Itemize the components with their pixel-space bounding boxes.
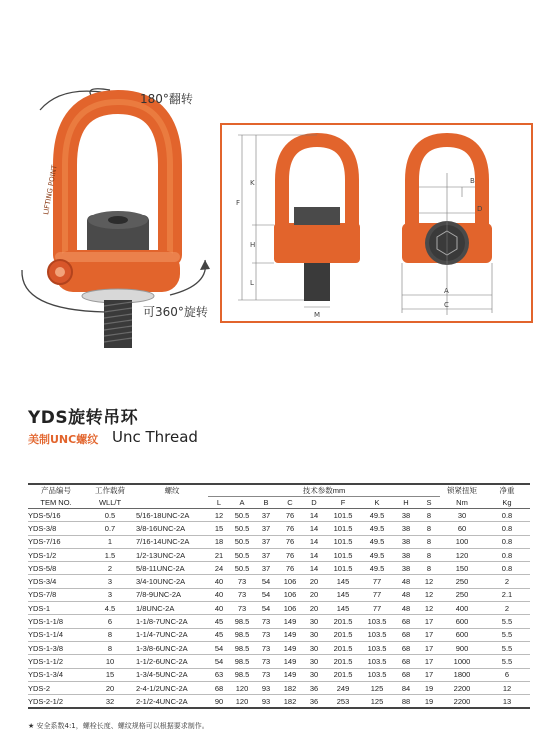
table-cell: 8 — [418, 535, 440, 548]
table-cell: 2-4-1/2UNC-2A — [136, 681, 208, 694]
table-cell: 149 — [278, 641, 302, 654]
table-cell: 14 — [302, 562, 326, 575]
table-cell: YDS-1-1/8 — [28, 615, 84, 628]
table-cell: 40 — [208, 588, 230, 601]
table-row — [28, 602, 530, 615]
table-cell: 15 — [84, 668, 136, 681]
table-cell: 5/8-11UNC-2A — [136, 562, 208, 575]
table-cell: 250 — [440, 588, 484, 601]
table-cell: 45 — [208, 615, 230, 628]
table-cell: 149 — [278, 668, 302, 681]
table-cell: 10 — [84, 655, 136, 668]
header-units-row — [28, 497, 530, 509]
table-cell: 0.8 — [484, 548, 530, 561]
header-unit-cell: B — [254, 497, 278, 509]
table-cell: 250 — [440, 575, 484, 588]
spec-table — [28, 483, 530, 709]
header-unit-cell: TEM NO. — [28, 497, 84, 509]
table-cell: 120 — [230, 681, 254, 694]
dim-label-c: C — [444, 301, 449, 309]
table-cell: 101.5 — [326, 562, 360, 575]
table-cell: 253 — [326, 695, 360, 709]
table-cell: 73 — [254, 668, 278, 681]
table-cell: 3/8-16UNC-2A — [136, 522, 208, 535]
table-cell: 54 — [208, 655, 230, 668]
table-cell: 600 — [440, 615, 484, 628]
table-cell: 1/8UNC-2A — [136, 602, 208, 615]
table-row — [28, 668, 530, 681]
table-cell: 73 — [230, 602, 254, 615]
table-cell: 5.5 — [484, 615, 530, 628]
table-cell: 150 — [440, 562, 484, 575]
header-unit-cell: H — [394, 497, 418, 509]
table-cell: 201.5 — [326, 655, 360, 668]
table-cell: 5.5 — [484, 641, 530, 654]
table-cell: 125 — [360, 681, 394, 694]
table-cell: 8 — [418, 548, 440, 561]
table-cell: 7/16-14UNC-2A — [136, 535, 208, 548]
table-cell: 76 — [278, 509, 302, 522]
subtitle-cn: 美制UNC螺纹 — [28, 433, 99, 446]
col-torque: 锁紧扭矩 — [440, 484, 484, 497]
table-cell: 30 — [440, 509, 484, 522]
table-cell: 14 — [302, 548, 326, 561]
table-cell: 19 — [418, 681, 440, 694]
table-row — [28, 615, 530, 628]
table-cell: YDS-2 — [28, 681, 84, 694]
table-cell: 145 — [326, 575, 360, 588]
table-cell: 2200 — [440, 695, 484, 709]
header-unit-cell: K — [360, 497, 394, 509]
table-cell: 73 — [230, 575, 254, 588]
table-cell: 37 — [254, 522, 278, 535]
table-cell: 37 — [254, 535, 278, 548]
footnote: ★ 安全系数4:1，螺栓长度、螺纹规格可以根据要求制作。 — [28, 722, 209, 730]
table-cell: 77 — [360, 575, 394, 588]
table-cell: 12 — [418, 602, 440, 615]
table-cell: 50.5 — [230, 548, 254, 561]
product-engraving: LIFTING POINT — [42, 164, 59, 216]
dim-label-b: B — [470, 177, 475, 185]
table-cell: 120 — [230, 695, 254, 709]
header-unit-cell: F — [326, 497, 360, 509]
table-cell: 98.5 — [230, 655, 254, 668]
table-row — [28, 522, 530, 535]
header-unit-cell — [136, 497, 208, 509]
table-cell: YDS-1 — [28, 602, 84, 615]
table-cell: 6 — [484, 668, 530, 681]
table-cell: 40 — [208, 575, 230, 588]
header-unit-cell: Kg — [484, 497, 530, 509]
table-cell: 106 — [278, 602, 302, 615]
table-cell: 8 — [84, 628, 136, 641]
table-row — [28, 548, 530, 561]
table-cell: 24 — [208, 562, 230, 575]
table-cell: 73 — [254, 628, 278, 641]
table-cell: 14 — [302, 509, 326, 522]
rotation-180-label: 180°翻转 — [140, 92, 193, 106]
table-cell: 49.5 — [360, 522, 394, 535]
dim-label-a: A — [444, 287, 449, 295]
table-cell: 0.8 — [484, 509, 530, 522]
table-cell: 98.5 — [230, 641, 254, 654]
table-cell: 149 — [278, 628, 302, 641]
table-cell: 88 — [394, 695, 418, 709]
drawing-svg — [222, 125, 531, 321]
table-cell: 68 — [394, 641, 418, 654]
table-cell: 38 — [394, 562, 418, 575]
table-row — [28, 562, 530, 575]
table-cell: 600 — [440, 628, 484, 641]
table-cell: 106 — [278, 575, 302, 588]
table-cell: 0.8 — [484, 562, 530, 575]
table-cell: 149 — [278, 615, 302, 628]
table-cell: 68 — [394, 668, 418, 681]
table-cell: YDS-5/16 — [28, 509, 84, 522]
table-cell: 7/8-9UNC-2A — [136, 588, 208, 601]
table-cell: 249 — [326, 681, 360, 694]
table-cell: 68 — [208, 681, 230, 694]
table-cell: 45 — [208, 628, 230, 641]
table-cell: YDS-1-1/4 — [28, 628, 84, 641]
table-cell: 50.5 — [230, 509, 254, 522]
technical-drawing — [220, 123, 533, 323]
table-cell: 60 — [440, 522, 484, 535]
table-cell: 106 — [278, 588, 302, 601]
header-unit-cell: WLL/T — [84, 497, 136, 509]
table-cell: YDS-2-1/2 — [28, 695, 84, 709]
table-cell: 12 — [208, 509, 230, 522]
table-cell: 1-1/8-7UNC-2A — [136, 615, 208, 628]
table-cell: 18 — [208, 535, 230, 548]
table-cell: 101.5 — [326, 548, 360, 561]
dim-label-l: L — [250, 279, 254, 287]
table-cell: 0.8 — [484, 522, 530, 535]
table-cell: 50.5 — [230, 522, 254, 535]
table-cell: 103.5 — [360, 615, 394, 628]
table-cell: 2-1/2-4UNC-2A — [136, 695, 208, 709]
table-row — [28, 681, 530, 694]
table-cell: 149 — [278, 655, 302, 668]
table-cell: 145 — [326, 602, 360, 615]
table-cell: 2.1 — [484, 588, 530, 601]
table-cell: 84 — [394, 681, 418, 694]
table-cell: 30 — [302, 655, 326, 668]
table-cell: YDS-1-3/4 — [28, 668, 84, 681]
table-cell: 201.5 — [326, 628, 360, 641]
table-cell: 201.5 — [326, 615, 360, 628]
table-cell: 98.5 — [230, 615, 254, 628]
table-cell: 201.5 — [326, 668, 360, 681]
table-cell: 19 — [418, 695, 440, 709]
table-cell: 73 — [254, 655, 278, 668]
table-cell: 12 — [418, 575, 440, 588]
table-cell: 54 — [254, 575, 278, 588]
col-wll: 工作载荷 — [84, 484, 136, 497]
table-cell: 50.5 — [230, 535, 254, 548]
table-cell: 38 — [394, 548, 418, 561]
table-cell: 77 — [360, 588, 394, 601]
table-cell: 49.5 — [360, 562, 394, 575]
table-cell: 4.5 — [84, 602, 136, 615]
table-cell: 101.5 — [326, 509, 360, 522]
col-params: 技术参数mm — [208, 484, 440, 497]
dim-label-d: D — [477, 205, 483, 213]
table-cell: 6 — [84, 615, 136, 628]
col-product-no: 产品编号 — [28, 484, 84, 497]
header-unit-cell: L — [208, 497, 230, 509]
table-cell: 37 — [254, 509, 278, 522]
table-cell: 1000 — [440, 655, 484, 668]
table-cell: 8 — [84, 641, 136, 654]
table-cell: 93 — [254, 681, 278, 694]
table-cell: 54 — [208, 641, 230, 654]
table-cell: 13 — [484, 695, 530, 709]
table-cell: 1/2-13UNC-2A — [136, 548, 208, 561]
table-cell: 98.5 — [230, 628, 254, 641]
dim-label-m: M — [314, 311, 321, 319]
table-cell: 103.5 — [360, 628, 394, 641]
table-cell: 14 — [302, 535, 326, 548]
table-row — [28, 641, 530, 654]
table-cell: 201.5 — [326, 641, 360, 654]
table-cell: 1800 — [440, 668, 484, 681]
table-cell: 5.5 — [484, 628, 530, 641]
table-cell: 37 — [254, 548, 278, 561]
table-cell: 21 — [208, 548, 230, 561]
table-cell: 8 — [418, 522, 440, 535]
table-cell: 1-3/4-5UNC-2A — [136, 668, 208, 681]
table-cell: 38 — [394, 522, 418, 535]
table-cell: 50.5 — [230, 562, 254, 575]
header-unit-cell: C — [278, 497, 302, 509]
table-row — [28, 628, 530, 641]
table-cell: 20 — [302, 602, 326, 615]
table-cell: 68 — [394, 655, 418, 668]
table-cell: 1-3/8-6UNC-2A — [136, 641, 208, 654]
table-cell: 5.5 — [484, 655, 530, 668]
table-cell: 76 — [278, 522, 302, 535]
table-row — [28, 655, 530, 668]
table-cell: YDS-5/8 — [28, 562, 84, 575]
table-cell: 103.5 — [360, 655, 394, 668]
table-cell: 125 — [360, 695, 394, 709]
table-cell: 17 — [418, 615, 440, 628]
table-row — [28, 509, 530, 522]
table-cell: 36 — [302, 695, 326, 709]
table-cell: 76 — [278, 548, 302, 561]
table-cell: YDS-1-1/2 — [28, 655, 84, 668]
table-cell: 120 — [440, 548, 484, 561]
table-cell: 2 — [84, 562, 136, 575]
table-cell: 1-1/4-7UNC-2A — [136, 628, 208, 641]
table-cell: 49.5 — [360, 548, 394, 561]
table-cell: 2200 — [440, 681, 484, 694]
table-cell: 12 — [418, 588, 440, 601]
table-cell: 38 — [394, 535, 418, 548]
table-cell: 14 — [302, 522, 326, 535]
table-cell: 20 — [302, 575, 326, 588]
dim-label-h: H — [250, 241, 256, 249]
table-cell: YDS-3/8 — [28, 522, 84, 535]
table-cell: 182 — [278, 695, 302, 709]
table-cell: 1 — [84, 535, 136, 548]
table-cell: 32 — [84, 695, 136, 709]
rotation-360-label: 可360°旋转 — [143, 305, 208, 319]
table-cell: 5/16-18UNC-2A — [136, 509, 208, 522]
header-unit-cell: S — [418, 497, 440, 509]
table-cell: 1.5 — [84, 548, 136, 561]
table-cell: 0.7 — [84, 522, 136, 535]
table-cell: 73 — [230, 588, 254, 601]
table-cell: 76 — [278, 562, 302, 575]
table-cell: 2 — [484, 575, 530, 588]
table-cell: 2 — [484, 602, 530, 615]
table-cell: 103.5 — [360, 668, 394, 681]
header-unit-cell: Nm — [440, 497, 484, 509]
table-cell: 49.5 — [360, 509, 394, 522]
table-cell: 30 — [302, 641, 326, 654]
table-cell: 15 — [208, 522, 230, 535]
table-cell: 49.5 — [360, 535, 394, 548]
table-cell: 3/4-10UNC-2A — [136, 575, 208, 588]
table-cell: 103.5 — [360, 641, 394, 654]
table-cell: 30 — [302, 668, 326, 681]
table-cell: 48 — [394, 588, 418, 601]
table-cell: YDS-3/4 — [28, 575, 84, 588]
table-cell: 54 — [254, 602, 278, 615]
table-cell: YDS-7/8 — [28, 588, 84, 601]
table-cell: 98.5 — [230, 668, 254, 681]
table-cell: 20 — [84, 681, 136, 694]
table-cell: 8 — [418, 562, 440, 575]
table-row — [28, 588, 530, 601]
table-cell: 36 — [302, 681, 326, 694]
table-cell: 76 — [278, 535, 302, 548]
header-unit-cell: D — [302, 497, 326, 509]
table-cell: 38 — [394, 509, 418, 522]
table-cell: 900 — [440, 641, 484, 654]
table-cell: 3 — [84, 575, 136, 588]
table-cell: 93 — [254, 695, 278, 709]
table-cell: 63 — [208, 668, 230, 681]
table-cell: 17 — [418, 668, 440, 681]
table-cell: 48 — [394, 575, 418, 588]
col-weight: 净重 — [484, 484, 530, 497]
page-title: YDS旋转吊环 — [28, 408, 139, 428]
table-cell: 12 — [484, 681, 530, 694]
table-row — [28, 575, 530, 588]
table-cell: 145 — [326, 588, 360, 601]
table-row — [28, 535, 530, 548]
table-row — [28, 695, 530, 709]
table-cell: 101.5 — [326, 522, 360, 535]
table-cell: 0.8 — [484, 535, 530, 548]
table-cell: 73 — [254, 641, 278, 654]
table-cell: 40 — [208, 602, 230, 615]
table-cell: 0.5 — [84, 509, 136, 522]
table-cell: 73 — [254, 615, 278, 628]
table-cell: 54 — [254, 588, 278, 601]
table-cell: 68 — [394, 628, 418, 641]
table-cell: 17 — [418, 628, 440, 641]
table-cell: 90 — [208, 695, 230, 709]
subtitle-en: Unc Thread — [112, 428, 198, 446]
dim-label-k: K — [250, 179, 255, 187]
table-cell: 68 — [394, 615, 418, 628]
spec-table-body — [28, 509, 530, 709]
table-cell: YDS-1/2 — [28, 548, 84, 561]
table-cell: YDS-1-3/8 — [28, 641, 84, 654]
col-thread: 螺纹 — [136, 484, 208, 497]
table-cell: 48 — [394, 602, 418, 615]
table-cell: 30 — [302, 615, 326, 628]
table-cell: YDS-7/16 — [28, 535, 84, 548]
table-cell: 20 — [302, 588, 326, 601]
table-cell: 100 — [440, 535, 484, 548]
table-cell: 77 — [360, 602, 394, 615]
table-cell: 17 — [418, 655, 440, 668]
table-cell: 37 — [254, 562, 278, 575]
table-cell: 17 — [418, 641, 440, 654]
table-cell: 1-1/2-6UNC-2A — [136, 655, 208, 668]
table-cell: 3 — [84, 588, 136, 601]
table-cell: 182 — [278, 681, 302, 694]
table-cell: 101.5 — [326, 535, 360, 548]
dim-label-f: F — [236, 199, 241, 207]
table-cell: 8 — [418, 509, 440, 522]
table-cell: 400 — [440, 602, 484, 615]
table-cell: 30 — [302, 628, 326, 641]
header-unit-cell: A — [230, 497, 254, 509]
